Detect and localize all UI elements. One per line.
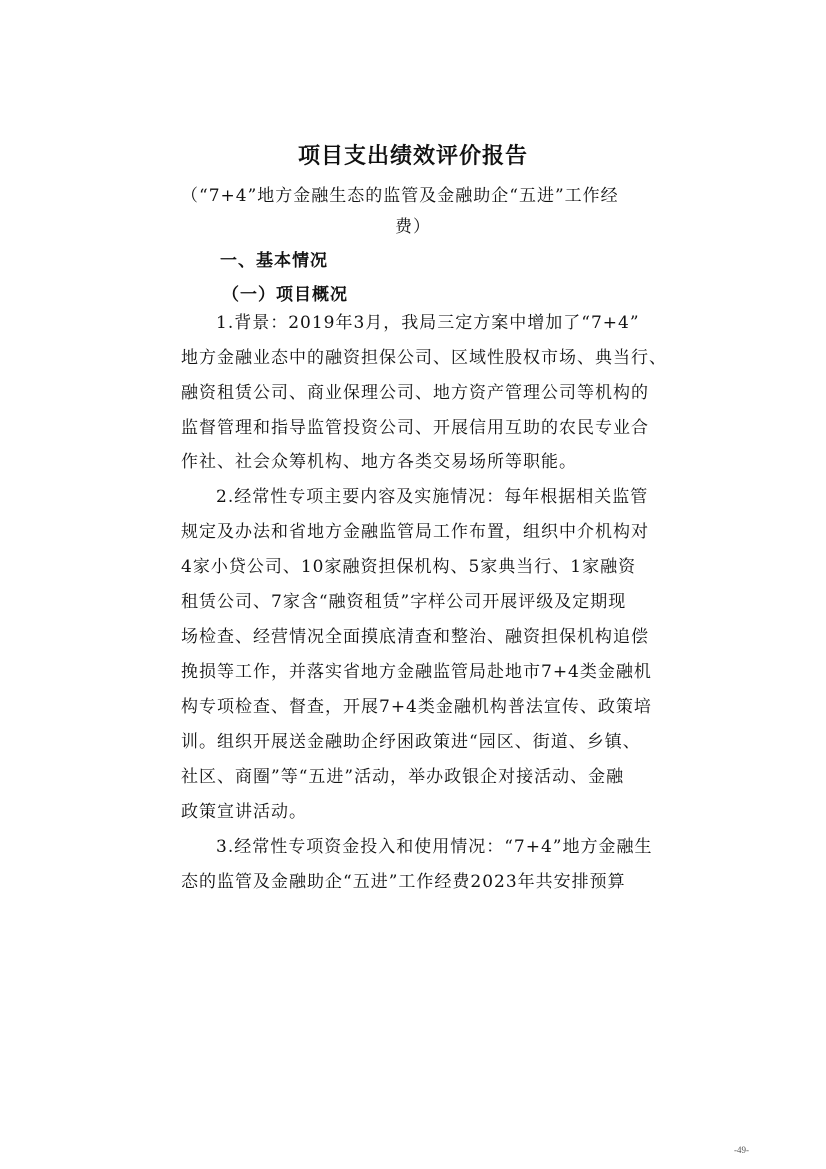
section-heading-basic-info: 一、基本情况 — [220, 251, 328, 271]
paragraph-line: 2.经常性专项主要内容及实施情况：每年根据相关监管 — [216, 487, 649, 507]
report-subtitle-line-1: （“7+4”地方金融生态的监管及金融助企“五进”工作经 — [181, 186, 619, 206]
paragraph-line: 租赁公司、7家含“融资租赁”字样公司开展评级及定期现 — [181, 592, 627, 612]
paragraph-line: 监督管理和指导监管投资公司、开展信用互助的农民专业合 — [181, 418, 649, 438]
report-subtitle-line-2: 费） — [395, 217, 431, 237]
paragraph-line: 态的监管及金融助企“五进”工作经费2023年共安排预算 — [181, 872, 626, 892]
page-number: -49- — [734, 1145, 749, 1155]
paragraph-line: 训。组织开展送金融助企纾困政策进“园区、街道、乡镇、 — [181, 732, 641, 752]
paragraph-line: 3.经常性专项资金投入和使用情况：“7+4”地方金融生 — [216, 837, 653, 857]
paragraph-line: 社区、商圈”等“五进”活动，举办政银企对接活动、金融 — [181, 767, 625, 787]
paragraph-line: 1.背景：2019年3月，我局三定方案中增加了“7+4” — [216, 313, 640, 333]
paragraph-line: 地方金融业态中的融资担保公司、区域性股权市场、典当行、 — [181, 348, 667, 368]
paragraph-line: 构专项检查、督查，开展7+4类金融机构普法宣传、政策培 — [181, 697, 652, 717]
paragraph-line: 规定及办法和省地方金融监管局工作布置，组织中介机构对 — [181, 522, 649, 542]
paragraph-line: 4家小贷公司、10家融资担保机构、5家典当行、1家融资 — [181, 557, 637, 577]
paragraph-line: 挽损等工作，并落实省地方金融监管局赴地市7+4类金融机 — [181, 662, 652, 682]
paragraph-line: 政策宣讲活动。 — [181, 802, 307, 822]
paragraph-line: 融资租赁公司、商业保理公司、地方资产管理公司等机构的 — [181, 383, 649, 403]
subsection-heading-project-overview: （一）项目概况 — [222, 285, 348, 305]
paragraph-line: 场检查、经营情况全面摸底清查和整治、融资担保机构追偿 — [181, 627, 649, 647]
report-title: 项目支出绩效评价报告 — [297, 143, 528, 169]
paragraph-line: 作社、社会众筹机构、地方各类交易场所等职能。 — [181, 452, 577, 472]
